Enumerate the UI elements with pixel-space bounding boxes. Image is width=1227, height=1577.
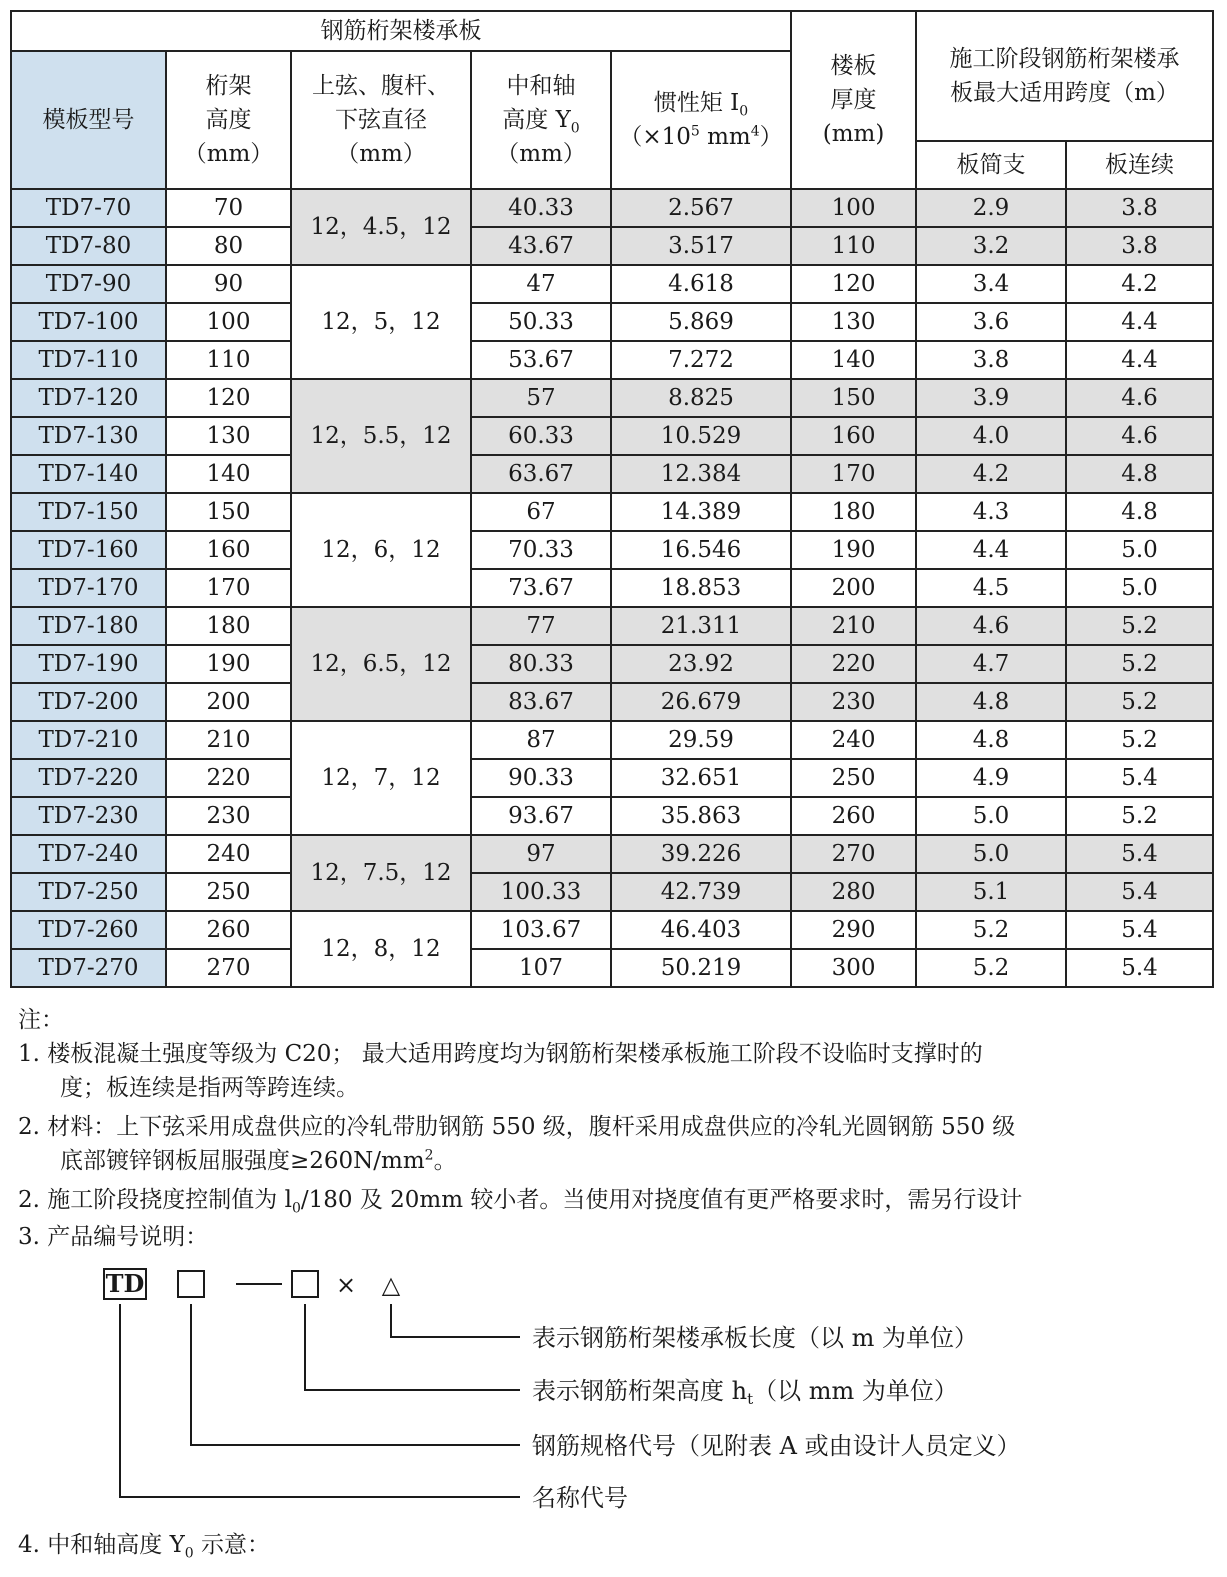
cell-span-simple: 4.8 bbox=[916, 683, 1066, 721]
header-truss-height: 桁架 高度 （mm） bbox=[166, 51, 291, 189]
cell-span-simple: 3.2 bbox=[916, 227, 1066, 265]
cell-neutral-axis: 57 bbox=[471, 379, 611, 417]
cell-neutral-axis: 77 bbox=[471, 607, 611, 645]
table-row bbox=[11, 797, 1213, 835]
cell-slab-thickness: 170 bbox=[791, 455, 916, 493]
cell-diameter-group: 12，6，12 bbox=[291, 493, 471, 607]
cell-model: TD7-150 bbox=[11, 493, 166, 531]
header-inertia: 惯性矩 $I_0$ （$\times 10^5$ $mm^4$） bbox=[611, 51, 791, 189]
cell-neutral-axis: 50.33 bbox=[471, 303, 611, 341]
notes-title: 注： bbox=[18, 1007, 64, 1033]
cell-model: TD7-240 bbox=[11, 835, 166, 873]
cell-model: TD7-140 bbox=[11, 455, 166, 493]
cell-span-continuous: 4.8 bbox=[1066, 493, 1213, 531]
code-prefix: TD bbox=[105, 1269, 145, 1298]
cell-model: TD7-170 bbox=[11, 569, 166, 607]
table-row bbox=[11, 227, 1213, 265]
times-sign: × bbox=[335, 1271, 357, 1299]
cell-slab-thickness: 190 bbox=[791, 531, 916, 569]
cell-model: TD7-190 bbox=[11, 645, 166, 683]
cell-inertia: 23.92 bbox=[611, 645, 791, 683]
cell-span-simple: 5.0 bbox=[916, 797, 1066, 835]
cell-inertia: 26.679 bbox=[611, 683, 791, 721]
cell-neutral-axis: 93.67 bbox=[471, 797, 611, 835]
cell-model: TD7-70 bbox=[11, 189, 166, 227]
cell-model: TD7-180 bbox=[11, 607, 166, 645]
cell-slab-thickness: 230 bbox=[791, 683, 916, 721]
label-spec: 钢筋规格代号（见附表 A 或由设计人员定义） bbox=[532, 1432, 1021, 1460]
cell-model: TD7-200 bbox=[11, 683, 166, 721]
cell-neutral-axis: 67 bbox=[471, 493, 611, 531]
cell-slab-thickness: 240 bbox=[791, 721, 916, 759]
cell-truss-height: 80 bbox=[166, 227, 291, 265]
cell-span-simple: 4.2 bbox=[916, 455, 1066, 493]
cell-slab-thickness: 180 bbox=[791, 493, 916, 531]
cell-span-simple: 5.2 bbox=[916, 949, 1066, 987]
cell-inertia: 2.567 bbox=[611, 189, 791, 227]
cell-span-continuous: 5.4 bbox=[1066, 911, 1213, 949]
note-1-line-2: 度；板连续是指两等跨连续。 bbox=[60, 1075, 359, 1101]
header-neutral-axis: 中和轴 高度 $Y_0$ （mm） bbox=[471, 51, 611, 189]
table-row bbox=[11, 265, 1213, 303]
cell-slab-thickness: 290 bbox=[791, 911, 916, 949]
table-row bbox=[11, 569, 1213, 607]
cell-inertia: 12.384 bbox=[611, 455, 791, 493]
cell-slab-thickness: 140 bbox=[791, 341, 916, 379]
note-5: 4. 中和轴高度 $Y_0$ 示意： bbox=[18, 1532, 270, 1562]
label-height: 表示钢筋桁架高度 $h_t$（以 mm 为单位） bbox=[532, 1377, 958, 1408]
cell-span-continuous: 5.0 bbox=[1066, 569, 1213, 607]
cell-inertia: 46.403 bbox=[611, 911, 791, 949]
cell-neutral-axis: 40.33 bbox=[471, 189, 611, 227]
cell-model: TD7-250 bbox=[11, 873, 166, 911]
cell-span-simple: 3.9 bbox=[916, 379, 1066, 417]
cell-span-simple: 4.0 bbox=[916, 417, 1066, 455]
table-row bbox=[11, 873, 1213, 911]
cell-slab-thickness: 300 bbox=[791, 949, 916, 987]
cell-diameter-group: 12，8，12 bbox=[291, 911, 471, 987]
cell-slab-thickness: 220 bbox=[791, 645, 916, 683]
cell-inertia: 3.517 bbox=[611, 227, 791, 265]
cell-span-continuous: 4.6 bbox=[1066, 379, 1213, 417]
note-2-line-1: 2. 材料：上下弦采用成盘供应的冷轧带肋钢筋 550 级，腹杆采用成盘供应的冷轧光圆钢筋 550 级 bbox=[18, 1114, 1016, 1140]
cell-diameter-group: 12，4.5，12 bbox=[291, 189, 471, 265]
cell-truss-height: 130 bbox=[166, 417, 291, 455]
cell-inertia: 16.546 bbox=[611, 531, 791, 569]
cell-neutral-axis: 63.67 bbox=[471, 455, 611, 493]
length-triangle: △ bbox=[381, 1271, 401, 1299]
cell-slab-thickness: 250 bbox=[791, 759, 916, 797]
cell-span-continuous: 5.4 bbox=[1066, 759, 1213, 797]
cell-inertia: 14.389 bbox=[611, 493, 791, 531]
cell-slab-thickness: 280 bbox=[791, 873, 916, 911]
cell-span-continuous: 5.2 bbox=[1066, 797, 1213, 835]
cell-truss-height: 240 bbox=[166, 835, 291, 873]
cell-neutral-axis: 70.33 bbox=[471, 531, 611, 569]
table-row bbox=[11, 455, 1213, 493]
note-2-line-2: 底部镀锌钢板屈服强度$\ge 260N/mm^2$。 bbox=[60, 1147, 457, 1174]
cell-model: TD7-270 bbox=[11, 949, 166, 987]
cell-model: TD7-90 bbox=[11, 265, 166, 303]
table-row bbox=[11, 531, 1213, 569]
table-row bbox=[11, 493, 1213, 531]
cell-diameter-group: 12，7，12 bbox=[291, 721, 471, 835]
cell-span-simple: 4.3 bbox=[916, 493, 1066, 531]
product-code-diagram bbox=[0, 1250, 1227, 1520]
spec-table bbox=[10, 10, 1214, 988]
table-row bbox=[11, 645, 1213, 683]
cell-span-continuous: 5.4 bbox=[1066, 835, 1213, 873]
cell-slab-thickness: 100 bbox=[791, 189, 916, 227]
cell-slab-thickness: 160 bbox=[791, 417, 916, 455]
cell-slab-thickness: 200 bbox=[791, 569, 916, 607]
cell-inertia: 8.825 bbox=[611, 379, 791, 417]
label-name: 名称代号 bbox=[532, 1484, 628, 1512]
cell-neutral-axis: 103.67 bbox=[471, 911, 611, 949]
table-row bbox=[11, 911, 1213, 949]
cell-neutral-axis: 43.67 bbox=[471, 227, 611, 265]
cell-diameter-group: 12，5，12 bbox=[291, 265, 471, 379]
cell-neutral-axis: 53.67 bbox=[471, 341, 611, 379]
table-row bbox=[11, 379, 1213, 417]
header-continuous: 板连续 bbox=[1066, 141, 1213, 189]
cell-inertia: 50.219 bbox=[611, 949, 791, 987]
cell-span-simple: 4.5 bbox=[916, 569, 1066, 607]
cell-model: TD7-210 bbox=[11, 721, 166, 759]
cell-inertia: 7.272 bbox=[611, 341, 791, 379]
leader-name bbox=[120, 1304, 520, 1497]
height-box bbox=[292, 1271, 318, 1297]
cell-span-simple: 5.2 bbox=[916, 911, 1066, 949]
note-1-line-1: 1. 楼板混凝土强度等级为 C20； 最大适用跨度均为钢筋桁架楼承板施工阶段不设临时支撑时的 bbox=[18, 1041, 983, 1067]
cell-span-continuous: 5.2 bbox=[1066, 721, 1213, 759]
cell-truss-height: 120 bbox=[166, 379, 291, 417]
cell-model: TD7-130 bbox=[11, 417, 166, 455]
table-row bbox=[11, 683, 1213, 721]
cell-span-continuous: 4.4 bbox=[1066, 341, 1213, 379]
cell-truss-height: 110 bbox=[166, 341, 291, 379]
group-title: 钢筋桁架楼承板 bbox=[11, 11, 791, 51]
leader-length bbox=[391, 1304, 520, 1337]
cell-neutral-axis: 73.67 bbox=[471, 569, 611, 607]
cell-span-simple: 2.9 bbox=[916, 189, 1066, 227]
cell-truss-height: 230 bbox=[166, 797, 291, 835]
cell-diameter-group: 12，7.5，12 bbox=[291, 835, 471, 911]
cell-truss-height: 190 bbox=[166, 645, 291, 683]
table-row bbox=[11, 835, 1213, 873]
spec-code-box bbox=[178, 1271, 204, 1297]
cell-truss-height: 220 bbox=[166, 759, 291, 797]
cell-neutral-axis: 97 bbox=[471, 835, 611, 873]
header-diameter: 上弦、腹杆、 下弦直径 （mm） bbox=[291, 51, 471, 189]
cell-slab-thickness: 260 bbox=[791, 797, 916, 835]
cell-neutral-axis: 80.33 bbox=[471, 645, 611, 683]
table-row bbox=[11, 721, 1213, 759]
cell-model: TD7-110 bbox=[11, 341, 166, 379]
cell-span-continuous: 4.4 bbox=[1066, 303, 1213, 341]
cell-span-continuous: 5.0 bbox=[1066, 531, 1213, 569]
cell-model: TD7-80 bbox=[11, 227, 166, 265]
cell-truss-height: 160 bbox=[166, 531, 291, 569]
cell-slab-thickness: 110 bbox=[791, 227, 916, 265]
cell-slab-thickness: 150 bbox=[791, 379, 916, 417]
cell-truss-height: 200 bbox=[166, 683, 291, 721]
cell-truss-height: 150 bbox=[166, 493, 291, 531]
cell-truss-height: 140 bbox=[166, 455, 291, 493]
cell-span-continuous: 3.8 bbox=[1066, 227, 1213, 265]
cell-span-simple: 4.7 bbox=[916, 645, 1066, 683]
cell-truss-height: 180 bbox=[166, 607, 291, 645]
table-row bbox=[11, 759, 1213, 797]
cell-neutral-axis: 83.67 bbox=[471, 683, 611, 721]
cell-inertia: 5.869 bbox=[611, 303, 791, 341]
table-row bbox=[11, 607, 1213, 645]
note-4: 3. 产品编号说明： bbox=[18, 1224, 209, 1250]
cell-span-continuous: 5.2 bbox=[1066, 645, 1213, 683]
cell-span-continuous: 4.6 bbox=[1066, 417, 1213, 455]
cell-neutral-axis: 47 bbox=[471, 265, 611, 303]
cell-span-continuous: 5.4 bbox=[1066, 949, 1213, 987]
header-simple: 板简支 bbox=[916, 141, 1066, 189]
header-model: 模板型号 bbox=[11, 51, 166, 189]
cell-inertia: 32.651 bbox=[611, 759, 791, 797]
cell-slab-thickness: 130 bbox=[791, 303, 916, 341]
label-length: 表示钢筋桁架楼承板长度（以 m 为单位） bbox=[532, 1324, 979, 1352]
cell-truss-height: 100 bbox=[166, 303, 291, 341]
table-row bbox=[11, 417, 1213, 455]
cell-slab-thickness: 210 bbox=[791, 607, 916, 645]
cell-inertia: 42.739 bbox=[611, 873, 791, 911]
cell-neutral-axis: 90.33 bbox=[471, 759, 611, 797]
leader-height bbox=[305, 1304, 520, 1390]
cell-model: TD7-120 bbox=[11, 379, 166, 417]
cell-slab-thickness: 270 bbox=[791, 835, 916, 873]
table-row bbox=[11, 189, 1213, 227]
cell-model: TD7-230 bbox=[11, 797, 166, 835]
table-row bbox=[11, 303, 1213, 341]
cell-truss-height: 70 bbox=[166, 189, 291, 227]
cell-span-simple: 4.9 bbox=[916, 759, 1066, 797]
cell-neutral-axis: 100.33 bbox=[471, 873, 611, 911]
cell-truss-height: 260 bbox=[166, 911, 291, 949]
cell-span-simple: 5.1 bbox=[916, 873, 1066, 911]
cell-inertia: 39.226 bbox=[611, 835, 791, 873]
cell-span-simple: 3.6 bbox=[916, 303, 1066, 341]
cell-neutral-axis: 60.33 bbox=[471, 417, 611, 455]
note-3: 2. 施工阶段挠度控制值为 $l_0/180$ 及 20mm 较小者。当使用对挠度值有更严格要求时，需另行设计 bbox=[18, 1187, 1023, 1217]
leader-spec bbox=[191, 1304, 520, 1445]
cell-model: TD7-100 bbox=[11, 303, 166, 341]
cell-neutral-axis: 107 bbox=[471, 949, 611, 987]
cell-truss-height: 270 bbox=[166, 949, 291, 987]
cell-diameter-group: 12，6.5，12 bbox=[291, 607, 471, 721]
cell-inertia: 10.529 bbox=[611, 417, 791, 455]
cell-span-continuous: 3.8 bbox=[1066, 189, 1213, 227]
cell-truss-height: 250 bbox=[166, 873, 291, 911]
cell-span-continuous: 5.4 bbox=[1066, 873, 1213, 911]
table-row bbox=[11, 341, 1213, 379]
cell-truss-height: 90 bbox=[166, 265, 291, 303]
cell-diameter-group: 12，5.5，12 bbox=[291, 379, 471, 493]
cell-span-continuous: 5.2 bbox=[1066, 607, 1213, 645]
cell-span-simple: 4.4 bbox=[916, 531, 1066, 569]
cell-slab-thickness: 120 bbox=[791, 265, 916, 303]
cell-inertia: 35.863 bbox=[611, 797, 791, 835]
cell-inertia: 18.853 bbox=[611, 569, 791, 607]
cell-truss-height: 170 bbox=[166, 569, 291, 607]
cell-span-continuous: 4.2 bbox=[1066, 265, 1213, 303]
cell-span-simple: 3.4 bbox=[916, 265, 1066, 303]
cell-model: TD7-260 bbox=[11, 911, 166, 949]
cell-truss-height: 210 bbox=[166, 721, 291, 759]
header-slab-thickness: 楼板 厚度 (mm) bbox=[791, 11, 916, 189]
cell-model: TD7-160 bbox=[11, 531, 166, 569]
cell-span-continuous: 5.2 bbox=[1066, 683, 1213, 721]
cell-model: TD7-220 bbox=[11, 759, 166, 797]
cell-span-simple: 4.6 bbox=[916, 607, 1066, 645]
cell-span-simple: 3.8 bbox=[916, 341, 1066, 379]
header-max-span: 施工阶段钢筋桁架楼承 板最大适用跨度（m） bbox=[916, 11, 1213, 141]
table-row bbox=[11, 949, 1213, 987]
cell-inertia: 4.618 bbox=[611, 265, 791, 303]
cell-span-continuous: 4.8 bbox=[1066, 455, 1213, 493]
cell-inertia: 21.311 bbox=[611, 607, 791, 645]
cell-neutral-axis: 87 bbox=[471, 721, 611, 759]
cell-span-simple: 4.8 bbox=[916, 721, 1066, 759]
cell-span-simple: 5.0 bbox=[916, 835, 1066, 873]
cell-inertia: 29.59 bbox=[611, 721, 791, 759]
